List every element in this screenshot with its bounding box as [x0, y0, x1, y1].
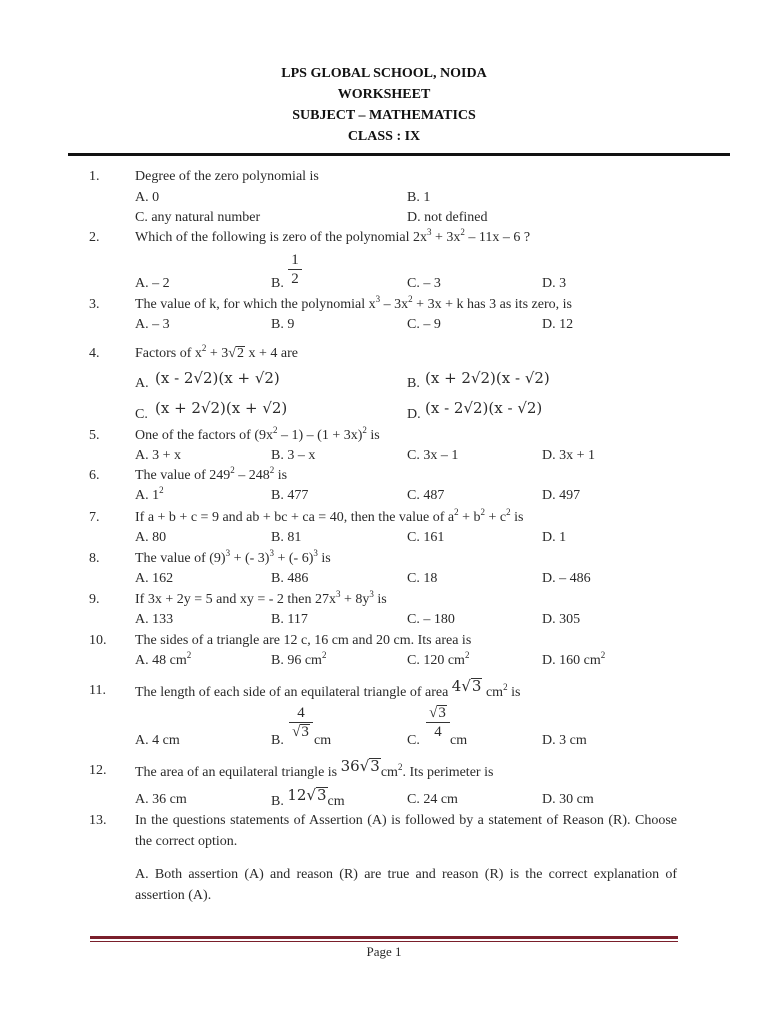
q12-option-c: C. 24 cm: [407, 792, 458, 807]
q4-option-c-label: C.: [135, 407, 148, 422]
q10-option-b: B. 96 $cm^2$: [271, 650, 327, 668]
q4-option-b-expr: (x + 2√2)(x - √2): [425, 369, 550, 387]
q10-text: The sides of a triangle are 12 c, 16 cm and 20 cm. Its area is: [135, 633, 472, 648]
q13-option-a: A. Both assertion (A) and reason (R) are true and reason (R) is the correct explanation of assertion (A).: [135, 867, 677, 903]
q9-option-b: B. 117: [271, 612, 308, 627]
q2-option-a: A. – 2: [135, 276, 170, 291]
q3-option-b: B. 9: [271, 317, 295, 332]
q8-option-a: A. 162: [135, 571, 174, 586]
q5-option-d: D. 3x + 1: [542, 448, 596, 463]
q11-option-c-unit: cm: [450, 733, 468, 748]
q8-option-d: D. – 486: [542, 571, 591, 586]
q11-option-d: D. 3 cm: [542, 733, 587, 748]
q11-option-c-fraction: √3 4: [426, 705, 450, 740]
class-line: CLASS : IX: [347, 129, 421, 144]
q11-number: 11.: [89, 683, 106, 698]
q8-number: 8.: [89, 551, 100, 566]
q11-option-a: A. 4 cm: [135, 733, 180, 748]
q1-option-d: D. not defined: [407, 210, 488, 225]
q2-number: 2.: [89, 230, 100, 245]
q9-number: 9.: [89, 592, 100, 607]
header-rule: [68, 153, 730, 156]
q10-option-d: D. 160 $cm^2$: [542, 650, 606, 668]
q9-option-d: D. 305: [542, 612, 581, 627]
q2-text: Which of the following is zero of the polynomial $2x^3 + 3x^2 - 11x - 6$ ?: [135, 227, 531, 245]
q11-option-b-unit: cm: [314, 733, 332, 748]
q5-number: 5.: [89, 428, 100, 443]
q12-option-d: D. 30 cm: [542, 792, 594, 807]
q4-option-d-label: D.: [407, 407, 421, 422]
worksheet-title: WORKSHEET: [337, 87, 431, 102]
q11-option-b-fraction: 4 √3: [289, 705, 313, 740]
q6-option-a: A. $1^2$: [135, 485, 164, 503]
q3-text: The value of k, for which the polynomial $x^3 - 3x^2 + 3x + k$ has 3 as its zero, is: [135, 294, 572, 312]
q1-option-a: A. 0: [135, 190, 160, 205]
q4-option-c-expr: (x + 2√2)(x + √2): [155, 399, 288, 417]
q7-option-a: A. 80: [135, 530, 167, 545]
q4-option-a-label: A.: [135, 376, 149, 391]
q3-number: 3.: [89, 297, 100, 312]
q13-number: 13.: [89, 813, 107, 828]
q12-text: The area of an equilateral triangle is $36√3cm^2$. Its perimeter is: [135, 757, 494, 780]
q9-option-a: A. 133: [135, 612, 174, 627]
q7-option-c: C. 161: [407, 530, 445, 545]
q12-option-a: A. 36 cm: [135, 792, 187, 807]
q6-option-b: B. 477: [271, 488, 309, 503]
q2-option-d: D. 3: [542, 276, 567, 291]
q9-option-c: C. – 180: [407, 612, 455, 627]
q11-text: The length of each side of an equilateral triangle of area 4√3 $cm^2$ is: [135, 677, 521, 700]
school-name: LPS GLOBAL SCHOOL, NOIDA: [281, 66, 487, 81]
q1-option-b: B. 1: [407, 190, 431, 205]
q2-option-c: C. – 3: [407, 276, 441, 291]
q12-number: 12.: [89, 763, 107, 778]
q13-text: In the questions statements of Assertion (A) is followed by a statement of Reason (R). Choose the correct option.: [135, 813, 677, 849]
q8-option-c: C. 18: [407, 571, 438, 586]
q3-option-d: D. 12: [542, 317, 574, 332]
q11-option-c-label: C.: [407, 733, 420, 748]
page-number: Page 1: [366, 944, 402, 959]
q1-text: Degree of the zero polynomial is: [135, 169, 319, 184]
q10-option-a: A. 48 $cm^2$: [135, 650, 192, 668]
q4-option-b-label: B.: [407, 376, 420, 391]
q4-number: 4.: [89, 346, 100, 361]
q4-option-a-expr: (x - 2√2)(x + √2): [155, 369, 280, 387]
q4-option-d-expr: (x - 2√2)(x - √2): [425, 399, 543, 417]
q5-option-c: C. 3x – 1: [407, 448, 459, 463]
q8-option-b: B. 486: [271, 571, 309, 586]
q4-text: Factors of $x^2 + 3√2$ x + 4 are: [135, 343, 298, 361]
q6-option-d: D. 497: [542, 488, 581, 503]
q6-option-c: C. 487: [407, 488, 445, 503]
q3-option-a: A. – 3: [135, 317, 170, 332]
q2-option-b-label: B.: [271, 276, 284, 291]
q6-text: The value of $249^2 - 248^2$ is: [135, 465, 288, 483]
q12-option-b: B. 12√3cm: [271, 786, 345, 809]
subject-line: SUBJECT – MATHEMATICS: [292, 108, 476, 123]
q6-number: 6.: [89, 468, 100, 483]
q7-number: 7.: [89, 510, 100, 525]
footer-rule-thick: [90, 936, 678, 939]
q1-number: 1.: [89, 169, 100, 184]
q10-number: 10.: [89, 633, 107, 648]
q3-option-c: C. – 9: [407, 317, 441, 332]
q2-option-b-fraction: 1 2: [288, 252, 302, 287]
q7-option-d: D. 1: [542, 530, 567, 545]
q9-text: If 3x + 2y = 5 and xy = - 2 then $27x^3 + 8y^3$ is: [135, 589, 387, 607]
q7-option-b: B. 81: [271, 530, 302, 545]
q5-option-a: A. 3 + x: [135, 448, 182, 463]
q11-option-b-label: B.: [271, 733, 284, 748]
q10-option-c: C. 120 $cm^2$: [407, 650, 470, 668]
q7-text: If a + b + c = 9 and ab + bc + ca = 40, then the value of $a^2 + b^2 + c^2$ is: [135, 507, 524, 525]
q5-option-b: B. 3 – x: [271, 448, 316, 463]
q8-text: The value of $(9)^3$ + (- 3)$^3$ + (- 6)$^3$ is: [135, 548, 331, 566]
q1-option-c: C. any natural number: [135, 210, 261, 225]
footer-rule-thin: [90, 941, 678, 942]
q5-text: One of the factors of $(9x^2 - 1) - (1 + 3x)^2$ is: [135, 425, 380, 443]
